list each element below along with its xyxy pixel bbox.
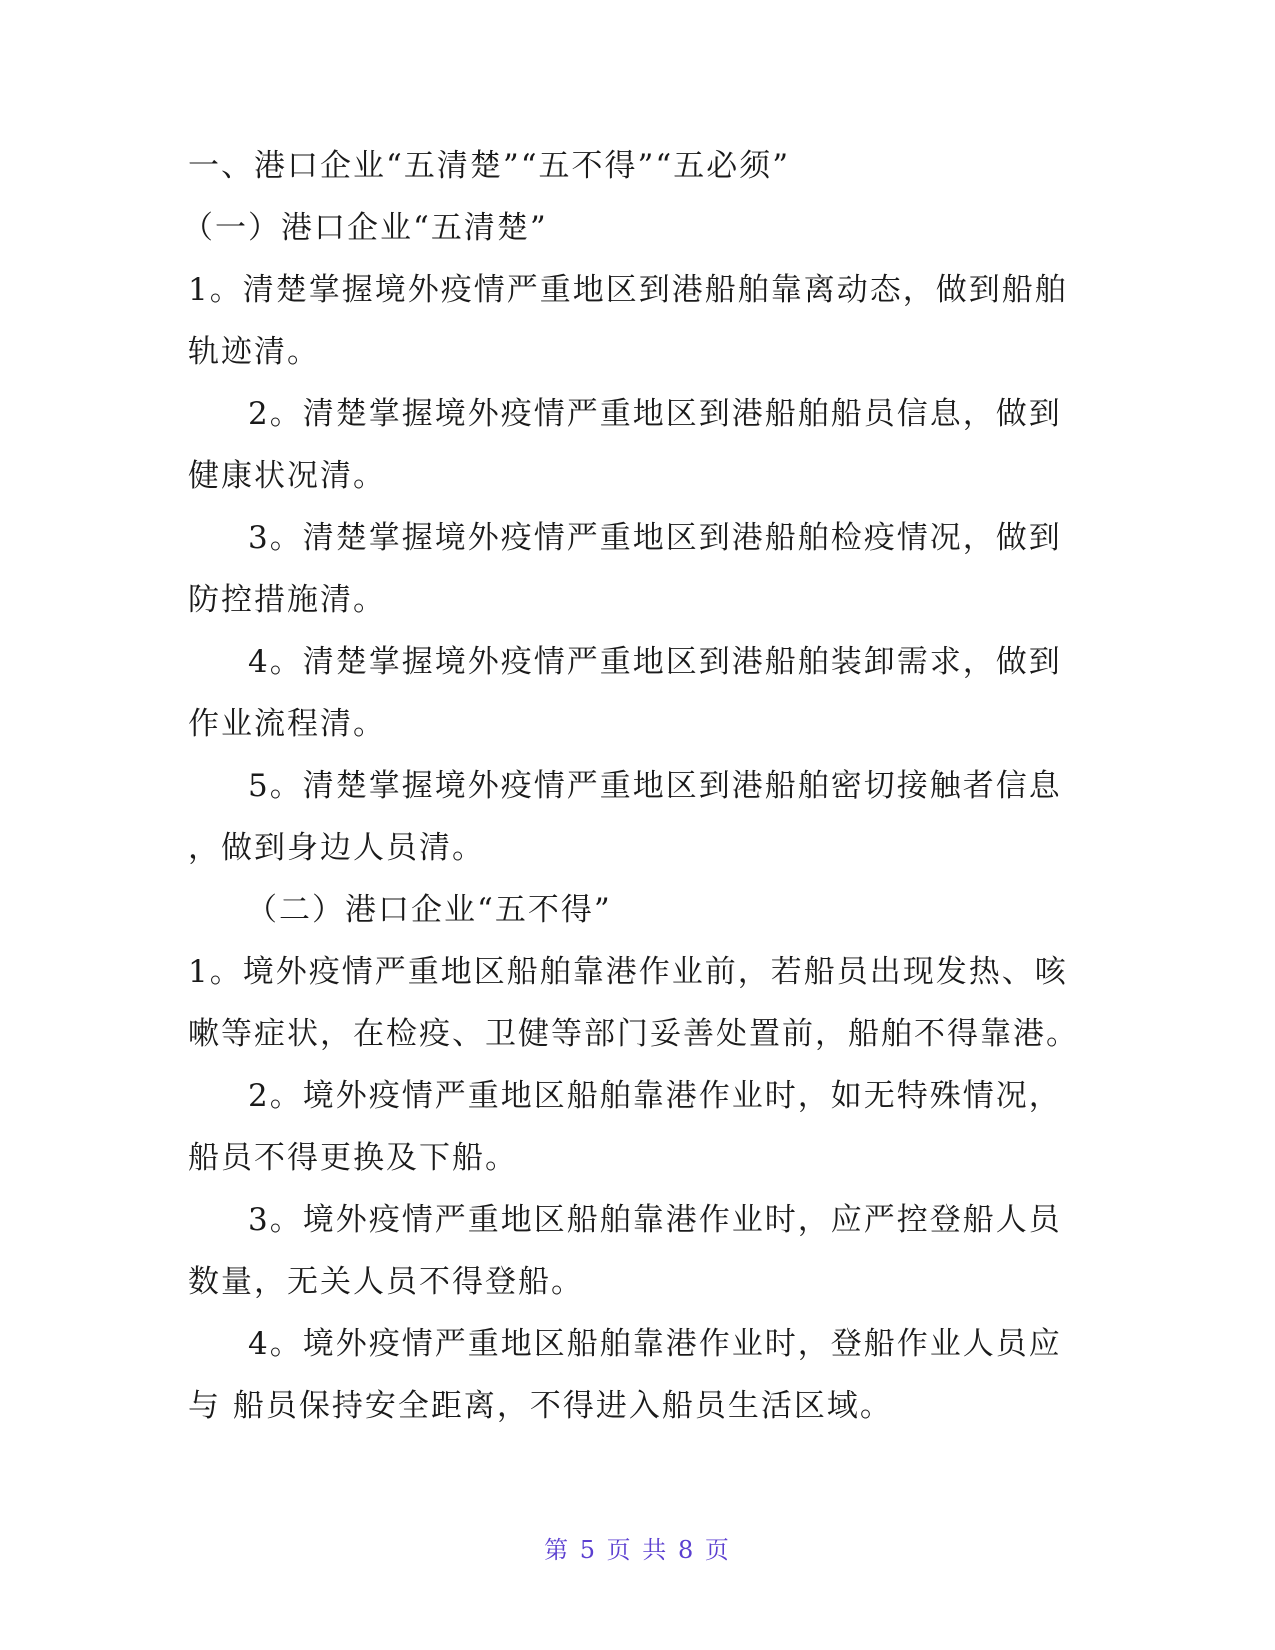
clear-item-2-line-1: 2。清楚掌握境外疫情严重地区到港船舶船员信息，做到 xyxy=(248,396,1062,432)
subsection-title-five-forbidden: （二）港口企业“五不得” xyxy=(246,892,612,928)
clear-item-5-line-2: ，做到身边人员清。 xyxy=(188,830,485,866)
section-title: 一、港口企业“五清楚”“五不得”“五必须” xyxy=(188,148,791,184)
clear-item-5-line-1: 5。清楚掌握境外疫情严重地区到港船舶密切接触者信息 xyxy=(248,768,1062,804)
forbidden-item-3-line-2: 数量，无关人员不得登船。 xyxy=(188,1264,584,1300)
clear-item-1-line-2: 轨迹清。 xyxy=(188,334,320,370)
forbidden-item-2-line-1: 2。境外疫情严重地区船舶靠港作业时，如无特殊情况， xyxy=(248,1078,1062,1114)
forbidden-item-1-line-1: 1。境外疫情严重地区船舶靠港作业前，若船员出现发热、咳 xyxy=(188,954,1068,990)
clear-item-3-line-2: 防控措施清。 xyxy=(188,582,386,618)
clear-item-2-line-2: 健康状况清。 xyxy=(188,458,386,494)
forbidden-item-3-line-1: 3。境外疫情严重地区船舶靠港作业时，应严控登船人员 xyxy=(248,1202,1062,1238)
clear-item-3-line-1: 3。清楚掌握境外疫情严重地区到港船舶检疫情况，做到 xyxy=(248,520,1062,556)
forbidden-item-4-line-1: 4。境外疫情严重地区船舶靠港作业时，登船作业人员应 xyxy=(248,1326,1062,1362)
forbidden-item-4-line-2: 与 船员保持安全距离，不得进入船员生活区域。 xyxy=(188,1388,893,1424)
forbidden-item-2-line-2: 船员不得更换及下船。 xyxy=(188,1140,518,1176)
clear-item-4-line-1: 4。清楚掌握境外疫情严重地区到港船舶装卸需求，做到 xyxy=(248,644,1062,680)
subsection-title-five-clear: （一）港口企业“五清楚” xyxy=(182,210,548,246)
forbidden-item-1-line-2: 嗽等症状，在检疫、卫健等部门妥善处置前，船舶不得靠港。 xyxy=(188,1016,1079,1052)
page-number-footer: 第 5 页 共 8 页 xyxy=(544,1536,731,1564)
clear-item-1-line-1: 1。清楚掌握境外疫情严重地区到港船舶靠离动态，做到船舶 xyxy=(188,272,1068,308)
clear-item-4-line-2: 作业流程清。 xyxy=(188,706,386,742)
